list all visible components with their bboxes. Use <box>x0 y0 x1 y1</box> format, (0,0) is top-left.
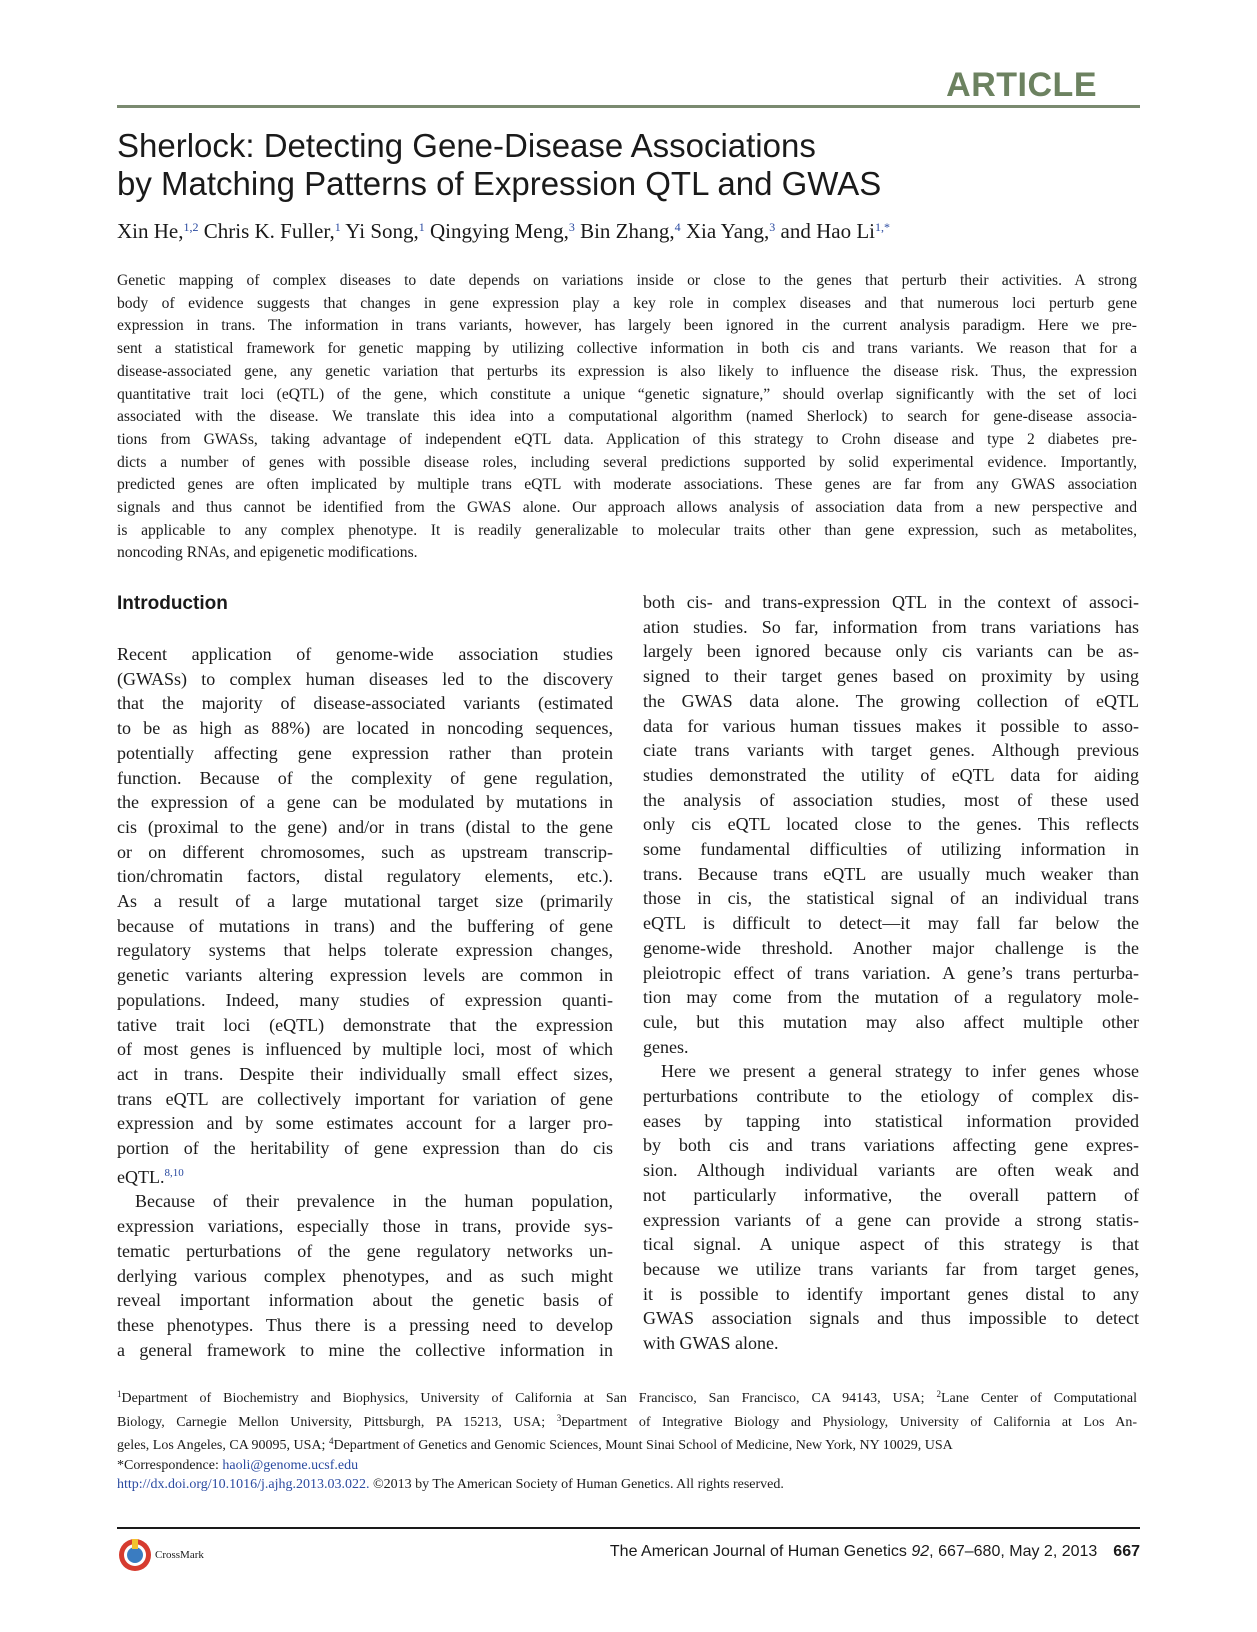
abstract-line: tions from GWASs, taking advantage of independent eQTL data. Application of this strategy to Crohn disease and type 2 diabetes pre- <box>117 430 1137 448</box>
body-line: a general framework to mine the collective information in <box>117 1339 613 1360</box>
body-line: signed to their target genes based on proximity by using <box>643 666 1139 687</box>
footnote-line <box>117 1409 1137 1433</box>
article-title <box>117 127 1137 203</box>
author: and Hao Li <box>780 219 876 243</box>
abstract-line: noncoding RNAs, and epigenetic modifications. <box>117 544 418 562</box>
crossmark-label: CrossMark <box>155 1549 204 1561</box>
body-line: with GWAS alone. <box>643 1333 779 1354</box>
body-line: those in cis, the statistical signal of an individual trans <box>643 888 1139 909</box>
abstract-line: expression in trans. The information in trans variants, however, has largely been ignored in the current analysis paradigm. Here we pre- <box>117 317 1137 335</box>
body-line: of most genes is influenced by multiple loci, most of which <box>117 1039 613 1060</box>
body-line: trans. Because trans eQTL are usually much weaker than <box>643 863 1139 884</box>
body-line: largely been ignored because only cis variants can be as- <box>643 641 1139 662</box>
body-line: Recent application of genome-wide association studies <box>117 644 613 664</box>
body-line: not particularly informative, the overall pattern of <box>643 1184 1139 1205</box>
journal-volume: 92 <box>911 1543 930 1560</box>
body-line: Here we present a general strategy to infer genes whose <box>661 1061 1139 1082</box>
body-line: regulatory systems that helps tolerate expression changes, <box>117 940 613 961</box>
abstract-line: disease-associated gene, any genetic variation that perturbs its expression is also likely to influence the disease risk. Thus, the expression <box>117 362 1137 380</box>
affiliation-text: Department of Biochemistry and Biophysics, University of California at San Francisco, San Francisco, CA 94143, USA; <box>121 1391 925 1406</box>
body-line: genetic variants altering expression levels are common in <box>117 965 613 986</box>
affiliation-text: Department of Integrative Biology and Physiology, University of California at Los An- <box>561 1414 1137 1430</box>
citation-link[interactable]: 8,10 <box>164 1166 184 1179</box>
body-line: by both cis and trans variations affecting gene expres- <box>643 1135 1139 1156</box>
body-line: tion may come from the mutation of a regulatory mole- <box>643 987 1139 1008</box>
right-column <box>643 590 1139 1356</box>
correspondence-line <box>117 1456 1137 1476</box>
affiliation-marker: 2 <box>936 1389 941 1399</box>
author-affiliation[interactable]: 1 <box>334 220 341 234</box>
section-heading-introduction: Introduction <box>117 593 228 614</box>
affiliation-text: Department of Genetics and Genomic Sciences, Mount Sinai School of Medicine, New York, NY 10029, USA <box>333 1438 953 1453</box>
body-line: expression variants of a gene can provide a strong statis- <box>643 1209 1139 1230</box>
body-line: tical signal. A unique aspect of this strategy is that <box>643 1234 1139 1255</box>
body-line: reveal important information about the genetic basis of <box>117 1290 613 1311</box>
body-line: (GWASs) to complex human diseases led to the discovery <box>117 668 613 689</box>
doi-line <box>117 1475 1137 1495</box>
body-line: data for various human tissues makes it possible to asso- <box>643 715 1139 736</box>
copyright-text: ©2013 by The American Society of Human Genetics. All rights reserved. <box>369 1477 784 1492</box>
body-line: tematic perturbations of the gene regulatory networks un- <box>117 1240 613 1261</box>
body-line: cule, but this mutation may also affect multiple other <box>643 1011 1139 1032</box>
footnote-line <box>117 1432 1137 1456</box>
abstract-line: quantitative trait loci (eQTL) of the gene, which constitute a unique “genetic signature,” should overlap significantly with the set of loci <box>117 385 1137 403</box>
author: Yi Song, <box>345 219 419 243</box>
body-line: studies demonstrated the utility of eQTL data for aiding <box>643 764 1139 785</box>
body-line: the analysis of association studies, most of these used <box>643 789 1139 810</box>
body-line: act in trans. Despite their individually small effect sizes, <box>117 1063 613 1084</box>
body-line: some fundamental difficulties of utilizing information in <box>643 839 1139 860</box>
body-line: populations. Indeed, many studies of expression quanti- <box>117 989 613 1010</box>
body-line: portion of the heritability of gene expression than do cis <box>117 1138 613 1159</box>
body-line: potentially affecting gene expression rather than protein <box>117 742 613 763</box>
author-affiliation[interactable]: 1,* <box>875 220 891 234</box>
footnote-line <box>117 1385 1137 1409</box>
body-line: genes. <box>643 1036 689 1057</box>
body-line: trans eQTL are collectively important for variation of gene <box>117 1088 613 1109</box>
body-line: the expression of a gene can be modulated by mutations in <box>117 792 613 813</box>
title-line-2: by Matching Patterns of Expression QTL and GWAS <box>117 165 882 202</box>
body-line: Because of their prevalence in the human population, <box>135 1191 613 1212</box>
body-line: sion. Although individual variants are often weak and <box>643 1160 1139 1181</box>
journal-name: The American Journal of Human Genetics <box>609 1543 912 1560</box>
affiliation-marker: 3 <box>556 1412 562 1423</box>
correspondence-email-link[interactable]: haoli@genome.ucsf.edu <box>222 1457 359 1473</box>
title-line-1: Sherlock: Detecting Gene-Disease Associations <box>117 127 816 164</box>
body-line: genome-wide threshold. Another major challenge is the <box>643 937 1139 958</box>
body-line: cis (proximal to the gene) and/or in trans (distal to the gene <box>117 816 613 837</box>
body-line: pleiotropic effect of trans variation. A gene’s trans perturba- <box>643 962 1139 983</box>
body-line <box>117 1161 613 1190</box>
body-line: or on different chromosomes, such as upstream transcrip- <box>117 841 613 862</box>
body-line: ation studies. So far, information from trans variations has <box>643 616 1139 637</box>
author: Qingying Meng, <box>430 219 569 243</box>
author: Bin Zhang, <box>580 219 675 243</box>
body-line: ciate trans variants with target genes. Although previous <box>643 740 1139 761</box>
abstract-line: dicts a number of genes with possible disease roles, including several predictions supported by solid experimental evidence. Importantly, <box>117 453 1137 471</box>
author: Xin He, <box>117 219 184 243</box>
top-rule <box>117 105 1140 108</box>
body-line: these phenotypes. Thus there is a pressing need to develop <box>117 1314 613 1335</box>
body-line: because of mutations in trans) and the buffering of gene <box>117 915 613 936</box>
abstract <box>117 270 1137 565</box>
author-affiliation[interactable]: 3 <box>769 220 776 234</box>
bottom-rule <box>117 1527 1140 1529</box>
abstract-line: is applicable to any complex phenotype. It is readily generalizable to molecular traits other than gene expression, such as metabolites, <box>117 521 1137 539</box>
body-line: expression variations, especially those in trans, provide sys- <box>117 1216 613 1237</box>
page-number: 667 <box>1113 1543 1140 1560</box>
body-line: it is possible to identify important genes distal to any <box>643 1283 1139 1304</box>
abstract-line: predicted genes are often implicated by multiple trans eQTL with moderate associations. These genes are far from any GWAS association <box>117 476 1137 494</box>
doi-link[interactable]: http://dx.doi.org/10.1016/j.ajhg.2013.03.022. <box>117 1477 370 1492</box>
author: Xia Yang, <box>685 219 770 243</box>
body-line: perturbations contribute to the etiology of complex dis- <box>643 1086 1139 1107</box>
body-line: expression and by some estimates account for a larger pro- <box>117 1113 613 1134</box>
affiliation-text: geles, Los Angeles, CA 90095, USA; <box>117 1438 326 1453</box>
abstract-line: associated with the disease. We translate this idea into a computational algorithm (named Sherlock) to search for gene-disease associa- <box>117 408 1137 426</box>
body-line: function. Because of the complexity of gene regulation, <box>117 767 613 788</box>
author-list <box>117 219 1137 244</box>
author: Chris K. Fuller, <box>203 219 335 243</box>
body-text: eQTL. <box>117 1166 165 1187</box>
body-line: to be as high as 88%) are located in noncoding sequences, <box>117 718 613 739</box>
abstract-line: sent a statistical framework for genetic mapping by utilizing collective information in both cis and trans variants. We reason that for a <box>117 340 1137 358</box>
body-line: tative trait loci (eQTL) demonstrate that the expression <box>117 1014 613 1035</box>
left-column <box>117 642 613 1362</box>
body-line: As a result of a large mutational target size (primarily <box>117 891 613 912</box>
journal-pages-date: , 667–680, May 2, 2013 <box>929 1543 1098 1560</box>
affiliation-text: Biology, Carnegie Mellon University, Pittsburgh, PA 15213, USA; <box>117 1414 546 1430</box>
affiliations-footnote <box>117 1385 1137 1495</box>
body-line: eQTL is difficult to detect—it may fall far below the <box>643 913 1139 934</box>
crossmark-icon <box>117 1537 153 1573</box>
body-line: only cis eQTL located close to the genes. This reflects <box>643 814 1139 835</box>
body-line: both cis- and trans-expression QTL in the context of associ- <box>643 592 1139 612</box>
abstract-line: signals and thus cannot be identified from the GWAS alone. Our approach allows analysis of association data from a new perspective and <box>117 499 1137 517</box>
affiliation-marker: 1 <box>117 1389 122 1399</box>
body-line: GWAS association signals and thus impossible to detect <box>643 1308 1139 1329</box>
author-affiliation[interactable]: 3 <box>568 220 575 234</box>
affiliation-marker: 4 <box>328 1436 334 1446</box>
crossmark-badge[interactable] <box>117 1537 204 1573</box>
correspondence-label: *Correspondence: <box>117 1457 223 1473</box>
body-line: derlying various complex phenotypes, and as such might <box>117 1265 613 1286</box>
body-line: because we utilize trans variants far from target genes, <box>643 1258 1139 1279</box>
article-type-label: ARTICLE <box>946 66 1097 104</box>
journal-citation <box>610 1543 1140 1561</box>
abstract-line: Genetic mapping of complex diseases to date depends on variations inside or close to the genes that perturb their activities. A strong <box>117 272 1137 289</box>
body-line: the GWAS data alone. The growing collection of eQTL <box>643 690 1139 711</box>
author-affiliation[interactable]: 1,2 <box>183 220 199 234</box>
affiliation-text: Lane Center of Computational <box>940 1391 1138 1406</box>
body-line: eases by tapping into statistical information provided <box>643 1110 1139 1131</box>
body-line: that the majority of disease-associated variants (estimated <box>117 693 613 714</box>
author-affiliation[interactable]: 1 <box>418 220 425 234</box>
abstract-line: body of evidence suggests that changes in gene expression play a key role in complex diseases and that numerous loci perturb gene <box>117 294 1137 312</box>
body-line: tion/chromatin factors, distal regulatory elements, etc.). <box>117 866 613 887</box>
author-affiliation[interactable]: 4 <box>674 220 681 234</box>
